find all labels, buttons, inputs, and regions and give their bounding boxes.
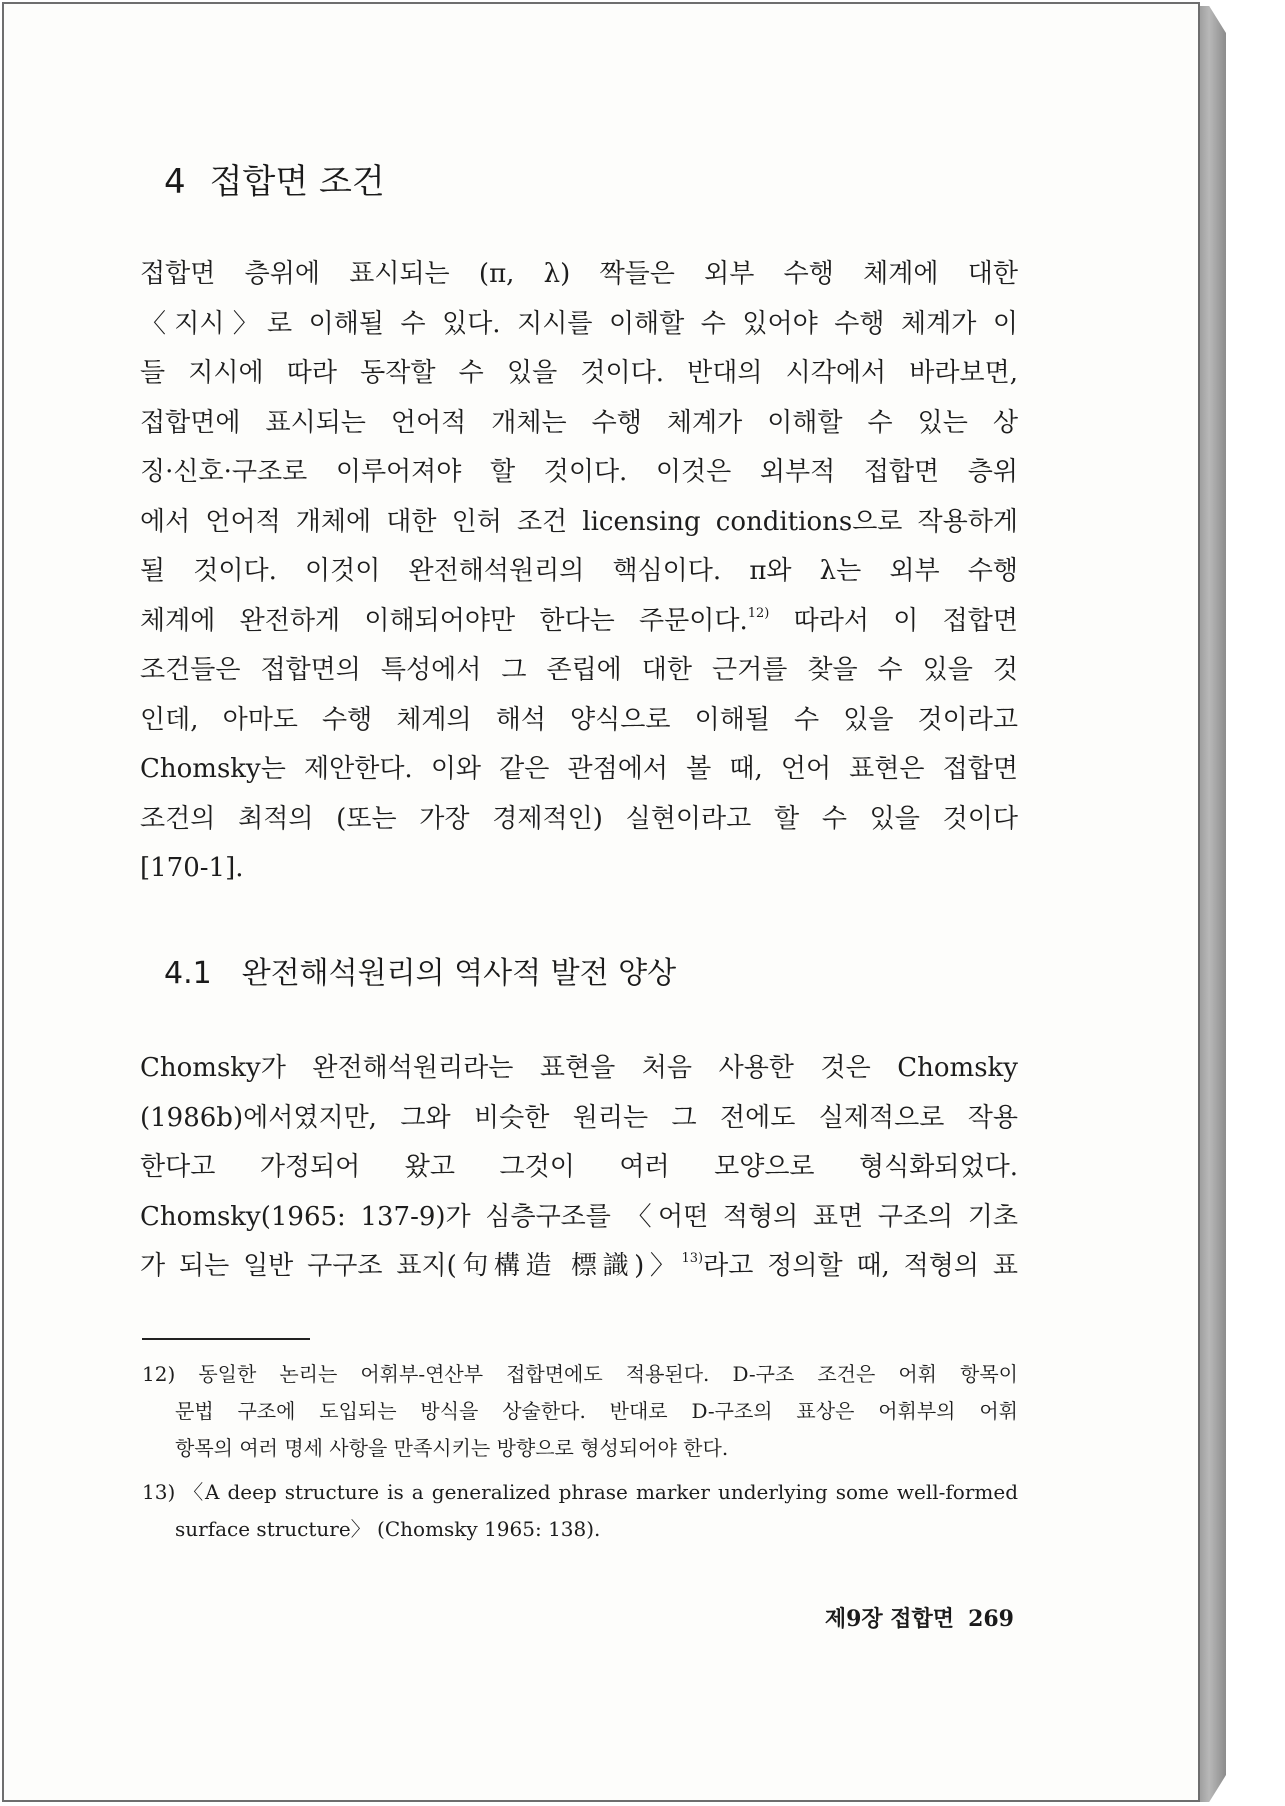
paragraph-line: 인데, 아마도 수행 체계의 해석 양식으로 이해될 수 있을 것이라고 [140,704,1018,735]
paragraph-line: 들 지시에 따라 동작할 수 있을 것이다. 반대의 시각에서 바라보면, [140,358,1018,388]
subsection-title: 완전해석원리의 역사적 발전 양상 [241,956,677,991]
paragraph-line: Chomsky(1965: 137-9)가 심층구조를 〈어떤 적형의 표면 구조의 기초 [140,1201,1018,1232]
footnote-13 [142,1474,1018,1548]
section-heading [164,154,385,203]
paragraph-line: 접합면에 표시되는 언어적 개체는 수행 체계가 이해할 수 있는 상 [140,407,1018,438]
footnote-marker-12[interactable]: 12) [747,605,770,621]
paragraph-line: Chomsky는 제안한다. 이와 같은 관점에서 볼 때, 언어 표현은 접합면 [140,754,1018,784]
footnote-divider [142,1338,310,1340]
footnote-12 [142,1356,1018,1467]
footnote-line: 12) 동일한 논리는 어휘부-연산부 접합면에도 적용된다. D-구조 조건은 어휘 항목이 [142,1362,1018,1386]
paragraph-line: 〈지시〉로 이해될 수 있다. 지시를 이해할 수 있어야 수행 체계가 이 [140,308,1018,339]
paragraph-line: Chomsky가 완전해석원리라는 표현을 처음 사용한 것은 Chomsky [140,1053,1018,1083]
paragraph-2 [140,1044,1018,1292]
paragraph-text: 따라서 이 접합면 [769,605,1018,636]
subsection-number: 4.1 [164,956,212,991]
paragraph-1 [140,250,1018,894]
paragraph-line: (1986b)에서였지만, 그와 비슷한 원리는 그 전에도 실제적으로 작용 [140,1102,1018,1133]
paragraph-line: 조건들은 접합면의 특성에서 그 존립에 대한 근거를 찾을 수 있을 것 [140,655,1018,685]
paragraph-line: 한다고 가정되어 왔고 그것이 여러 모양으로 형식화되었다. [140,1152,1018,1182]
footnote-line: 13) 〈A deep structure is a generalized phrase marker underlying some well-formed [142,1480,1018,1504]
paragraph-line: [170-1]. [140,853,244,883]
footnote-line: surface structure〉 (Chomsky 1965: 138). [175,1517,601,1541]
section-title: 접합면 조건 [209,162,385,202]
section-number: 4 [164,162,186,202]
paragraph-line: 징·신호·구조로 이루어져야 할 것이다. 이것은 외부적 접합면 층위 [140,457,1018,487]
paragraph-line [140,597,1018,647]
paragraph-text: 라고 정의할 때, 적형의 표 [703,1251,1019,1281]
paragraph-line: 접합면 층위에 표시되는 (π, λ) 짝들은 외부 수행 체계에 대한 [140,259,1018,289]
paragraph-text: 가 되는 일반 구구조 표지(句構造 標識)〉 [140,1251,682,1281]
paragraph-line: 될 것이다. 이것이 완전해석원리의 핵심이다. π와 λ는 외부 수행 [140,556,1018,586]
page-number: 269 [968,1606,1014,1632]
paragraph-text: 체계에 완전하게 이해되어야만 한다는 주문이다. [140,605,748,636]
paragraph-line: 에서 언어적 개체에 대한 인허 조건 licensing conditions으로 작용하게 [140,506,1018,537]
page-folio [825,1602,1014,1633]
footnote-marker-13[interactable]: 13) [681,1251,704,1266]
footnote-line: 항목의 여러 명세 사항을 만족시키는 방향으로 형성되어야 한다. [175,1436,729,1460]
page [2,2,1200,1802]
paragraph-line [140,1242,1018,1292]
paragraph-line: 조건의 최적의 (또는 가장 경제적인) 실현이라고 할 수 있을 것이다 [140,803,1018,834]
subsection-heading [164,948,676,992]
footnote-line: 문법 구조에 도입되는 방식을 상술한다. 반대로 D-구조의 표상은 어휘부의 어휘 [175,1399,1018,1423]
running-head: 제9장 접합면 [824,1606,955,1632]
page-stack-edge [1198,6,1226,1802]
